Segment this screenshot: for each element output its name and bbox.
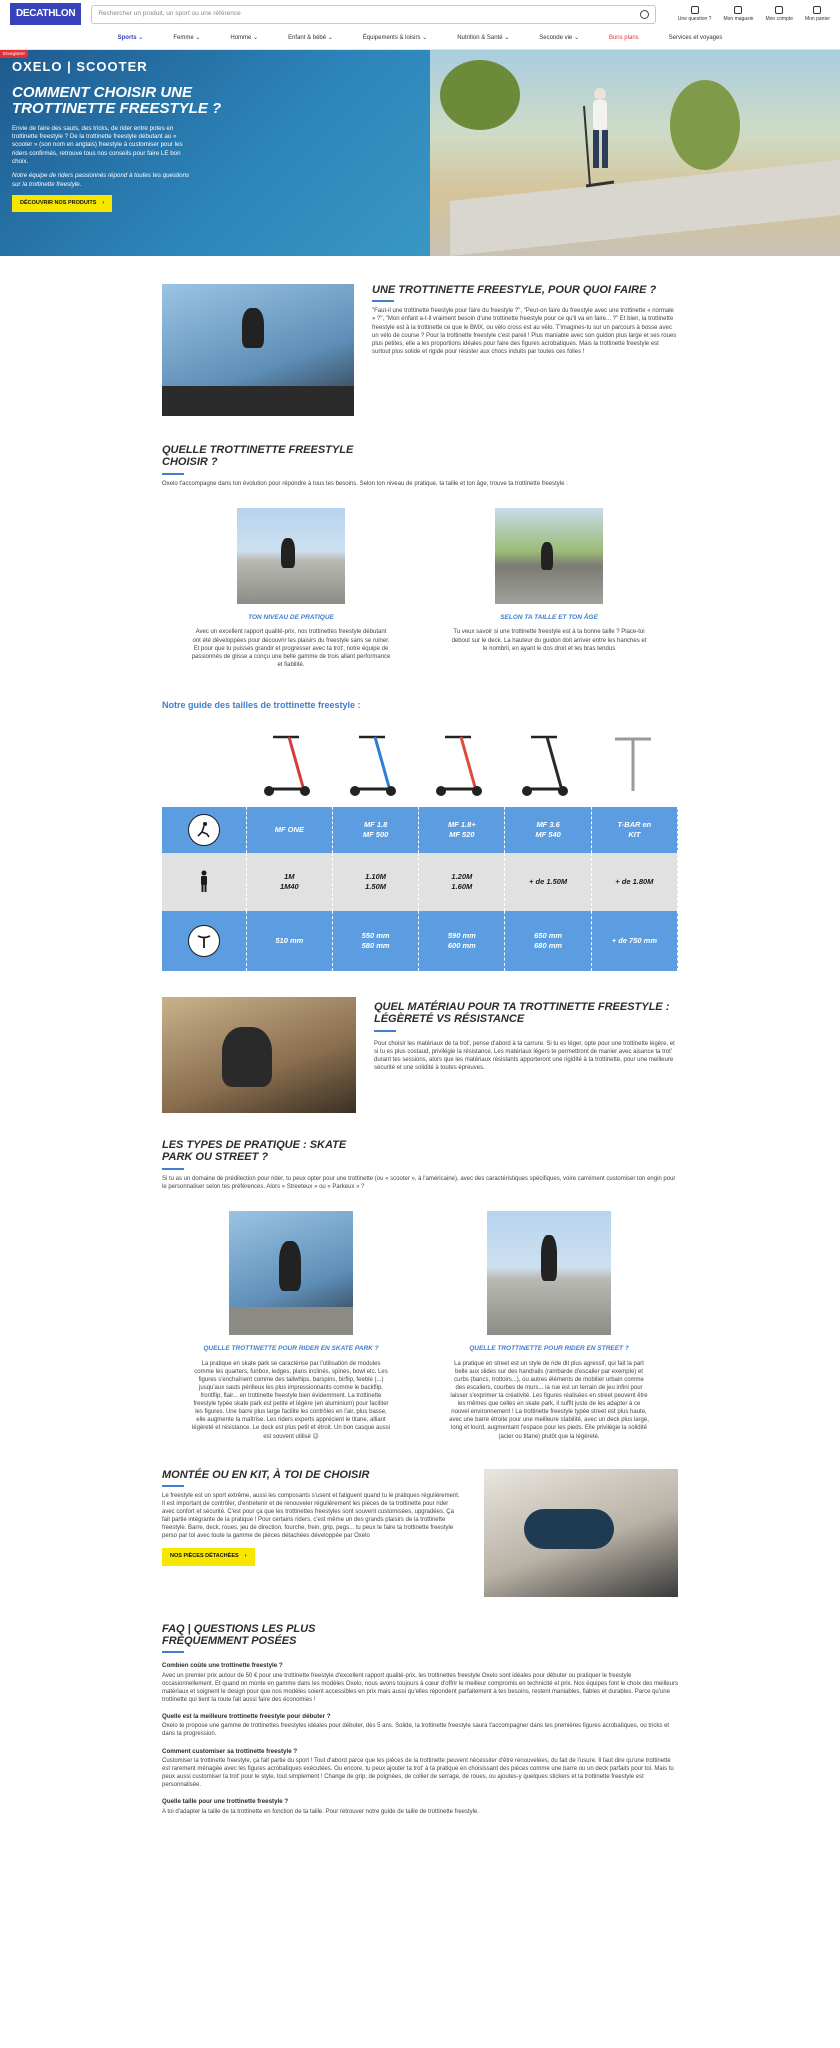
section-practice-types	[162, 1139, 678, 1441]
hands-scooter-photo	[162, 997, 356, 1113]
section-intro: Oxelo t'accompagne dans ton évolution pour répondre à tous tes besoins. Selon ton niveau de pratique, ta taille et ton âge, trouve ta trottinette freestyle :	[162, 480, 568, 487]
model-cell: MF ONE	[246, 807, 332, 853]
nav-homme[interactable]: Homme ⌄	[230, 35, 259, 42]
height-icon-cell	[162, 853, 246, 911]
faq-item	[162, 1713, 678, 1739]
hero-photo	[430, 50, 840, 256]
column-body: Tu veux savoir si une trottinette freestyle est à ta bonne taille ? Place-toi debout sur le deck. La hauteur du guidon doit arriver entre les hanches et le nombril, en ayant le dos droit et les bras tendus	[451, 629, 647, 652]
height-cell: + de 1.80M	[591, 853, 677, 911]
bar-cell: 550 mm 580 mm	[332, 911, 418, 971]
faq-section	[162, 1623, 678, 1816]
section-choose	[162, 444, 678, 669]
section-body: "Faut-il une trottinette freestyle pour faire du freestyle ?", "Peut-on faire du freestyle avec une trottinette « normale » ?", "Mon enfant a-t-il vraiment besoin d'une trottinette freestyle pour ce qu'il va en faire... ?" Et bien, la trottinette freestyle est à la trottinette ce que le BMX, ou vélo cross est au vélo. T'imagines-tu sur un parcours à bosse avec un vélo de course ? Pour la trottinette freestyle c'est pareil ! Plus maniable avec son guidon plus large et ses roues plus petites, elle a les proportions idéales pour faire des figures acrobatiques. Mais la trottinette freestyle est surtout plus solide et rigide pour résister aux chocs induits par toutes ces folies !	[372, 308, 677, 355]
height-cell: 1.20M 1.60M	[419, 853, 505, 911]
hands-shape	[222, 1027, 272, 1087]
section-body: Le freestyle est un sport extrême, aussi les composants s'usent et fatiguent quand tu le pratiques régulièrement. Il est important de contrôler, d'entretenir et de renouveler régulièrement les pièces de ta trottinette pour rider avec confort et sécurité. C'est pour ça que les trottinettes freestyles sont souvent customisées, upgradées. Ça fait partie intégrante de la pratique ! Pour certains riders, c'est même un des grands plaisirs de la trottinette freestyle. Barre, deck, roues, jeu de direction, fourche, frein, grip, pegs... tu peux te faire ta trottinette freestyle perso par toi avec toute la gamme de pièces détachées développée par Oxelo	[162, 1492, 460, 1540]
title-underline	[162, 473, 184, 475]
hero-intro-2: Notre équipe de riders passionnés répond à toutes tes questions sur la trottinette freestyle.	[12, 172, 190, 188]
faq-question: Quelle est la meilleure trottinette freestyle pour débuter ?	[162, 1712, 331, 1720]
hero-banner	[0, 50, 840, 256]
height-cell: + de 1.50M	[505, 853, 591, 911]
section-title: UNE TROTTINETTE FREESTYLE, POUR QUOI FAIRE ?	[372, 284, 657, 296]
column-body: La pratique en street est un style de ride dit plus agressif, qui fait la part belle aux slides sur des handrails (rambarde d'escalier par exemple) et curbs (bancs, trottoirs...), ou autres éléments de mobilier urbain comme des escaliers, courbes de murs... la rue est un terrain de jeu infini pour laisser s'exprimer ta créativité. Les figures réalisées en street peuvent être les mêmes que celles en skate park, il suffit juste de les adapter à ce nouvel environnement ! La trottinette freestyle typée street est plus haute, avec une barre étroite pour une meilleure stabilité, avec un deck plus large, long et lourd, augmentant l'espace pour les pieds. Elle privilégie la solidité (acier ou titane) plutôt que la légèreté.	[449, 1360, 649, 1440]
bar-cell: 650 mm 680 mm	[505, 911, 591, 971]
rider-figure	[580, 86, 616, 196]
tree-shape	[440, 60, 520, 130]
nav-seconde-vie[interactable]: Seconde vie ⌄	[539, 35, 579, 42]
main-nav	[0, 28, 840, 50]
tbar-kit[interactable]	[590, 729, 676, 799]
model-cell: MF 1.8 MF 500	[332, 807, 418, 853]
decathlon-logo[interactable]: DECATHLON	[10, 3, 81, 25]
nav-services[interactable]: Services et voyages	[668, 35, 723, 42]
ramp-shape	[162, 386, 354, 416]
faq-title: FAQ | QUESTIONS LES PLUS FRÉQUEMMENT POSÉES	[162, 1622, 316, 1647]
bar-cell: 510 mm	[246, 911, 332, 971]
save-badge[interactable]: Enregistrer	[0, 50, 28, 58]
scooter-mf540[interactable]	[504, 729, 590, 799]
faq-item	[162, 1798, 678, 1815]
faq-item	[162, 1748, 678, 1790]
skatepark-ramp	[450, 160, 840, 256]
column-body: La pratique en skate park se caractérise par l'utilisation de modules comme les quarters, funbox, ledges, plans inclinés, spines, bowl etc. Les figures s'enchaînent comme des tailwhips, barspins, birflip, feeble (...) jusqu'aux sauts périlleux les plus impressionnants comme le backflip, frontflip, flair... en trottinette freestyle bien évidemment. La trottinette freestyle typée skate park est petite et légère (en aluminium) pour faciliter les figures. Une barre plus large facilite les contrôles en l'air, plus basse, elle augmente la maîtrise. Les riders experts apprécient le titane, alliant légèreté et résistance. Le deck est plus petit et étroit. Un bon casque aussi est souvent utilisé 😉	[191, 1360, 391, 1440]
chevron-right-icon: ›	[102, 200, 105, 207]
faq-answer: Avec un premier prix autour de 50 € pour une trottinette freestyle d'excellent rapport qualité-prix, les trottinettes freestyle Oxelo sont idéales pour débuter ou pratiquer le freestyle occasionnellement. Et quand on monte en gamme dans les modèles Oxelo, nous avons toujours à cœur d'offrir le meilleur compromis en technicité et prix. Nos équipes font le choix des meilleurs matériaux et soignent le design pour que nos modèles soient accessibles en prix mais aussi qu'elles répondent parfaitement à tes besoins, restent maniables, fiables et durables. Parce qu'une trottinette qui tient la route fait aussi faire des économies !	[162, 1672, 678, 1703]
column-title: SELON TA TAILLE ET TON ÂGE	[500, 613, 598, 621]
store-icon	[734, 6, 742, 14]
faq-answer: A toi d'adapter la taille de ta trottinette en fonction de ta taille. Pour retrouver notre guide de taille de trottinette freestyle.	[162, 1808, 480, 1815]
rider-figure	[541, 1235, 557, 1281]
bar-icon-cell	[162, 911, 246, 971]
two-columns	[162, 508, 678, 669]
size-guide-table	[162, 807, 678, 971]
spare-parts-button[interactable]: NOS PIÈCES DÉTACHÉES ›	[162, 1548, 255, 1565]
bar-width-row	[162, 911, 678, 971]
section-title: MONTÉE OU EN KIT, À TOI DE CHOISIR	[162, 1468, 370, 1481]
column-body: Avec un excellent rapport qualité-prix, nos trottinettes freestyle débutant ont été développées pour découvrir les plaisirs du freestyle sans se ruiner. Et pour que tu puisses grandir et progresser avec ta trot', notre équipe de passionnés de glisse a conçu une belle gamme de trois allant performance et fiabilité.	[191, 629, 391, 668]
assembly-photo	[484, 1469, 678, 1597]
account-icon	[775, 6, 783, 14]
discover-products-button[interactable]: DÉCOUVRIR NOS PRODUITS ›	[12, 195, 112, 212]
faq-question: Comment customiser sa trottinette freestyle ?	[162, 1747, 298, 1755]
section-why-freestyle	[162, 284, 678, 416]
section-intro: Si tu as un domaine de prédilection pour rider, tu peux opter pour une trottinette (ou « scooter », à l'américaine), avec des caractéristiques spécifiques, voire carrément customiser ton engin pour le personnaliser selon tes préférences. Alors « Streeteux » ou « Parkeux » ?	[162, 1175, 676, 1190]
tool-help[interactable]: Une question ?	[678, 6, 712, 23]
nav-enfant[interactable]: Enfant & bébé ⌄	[288, 35, 333, 42]
street-rider-photo	[487, 1211, 611, 1335]
rider-icon	[188, 814, 220, 846]
top-bar	[0, 0, 840, 28]
model-cell: T-BAR en KIT	[591, 807, 677, 853]
bar-cell: + de 750 mm	[591, 911, 677, 971]
tbar-icon	[188, 925, 220, 957]
nav-bons-plans[interactable]: Bons plans	[608, 35, 639, 42]
title-underline	[162, 1485, 184, 1487]
faq-answer: Oxelo te propose une gamme de trottinettes freestyles idéales pour débuter, dès 5 ans. Solide, la trottinette freestyle saura t'accompagner dans tes premières figures acrobatiques, ou tricks et dans ta progression.	[162, 1723, 670, 1738]
rider-figure	[281, 538, 295, 568]
bar-cell: 590 mm 600 mm	[419, 911, 505, 971]
size-guide-title: Notre guide des tailles de trottinette freestyle :	[162, 699, 361, 710]
chevron-right-icon: ›	[244, 1553, 247, 1560]
models-row	[162, 807, 678, 853]
brand-title: OXELO | SCOOTER	[12, 59, 148, 74]
model-cell: MF 3.6 MF 540	[505, 807, 591, 853]
faq-question: Quelle taille pour une trottinette freestyle ?	[162, 1798, 289, 1806]
rider-figure	[279, 1241, 301, 1291]
title-underline	[162, 1168, 184, 1170]
height-cell: 1.10M 1.50M	[332, 853, 418, 911]
content	[162, 284, 678, 1816]
scooter-mf520[interactable]	[418, 729, 504, 799]
hero-text-panel	[0, 50, 430, 256]
heights-row	[162, 853, 678, 911]
scooter-mf-one[interactable]	[246, 729, 332, 799]
tool-cart[interactable]: Mon panier	[805, 6, 830, 23]
faq-question: Combien coûte une trottinette freestyle ?	[162, 1662, 283, 1670]
nav-equipements[interactable]: Équipements & loisirs ⌄	[362, 35, 428, 42]
column-title: TON NIVEAU DE PRATIQUE	[248, 613, 334, 621]
hero-intro: Envie de faire des sauts, des tricks, de rider entre potes en trottinette freestyle ? De la trottinette freestyle débutant au « scooter » (son nom en anglais) freestyle à customiser pour les riders confirmés, retrouve tous nos conseils pour faire LE bon choix.	[12, 124, 183, 165]
scooter-images	[246, 729, 678, 799]
scooter-mf500[interactable]	[332, 729, 418, 799]
tree-shape	[670, 80, 740, 170]
tool-store[interactable]: Mon magasin	[723, 6, 753, 23]
person-icon	[199, 870, 209, 895]
jump-photo	[162, 284, 354, 416]
size-column	[449, 508, 649, 669]
skatepark-photo	[237, 508, 345, 604]
section-material	[162, 997, 678, 1113]
rider-figure	[541, 542, 553, 570]
search-input[interactable]	[91, 5, 655, 24]
section-body: Pour choisir les matériaux de ta trot', pense d'abord à ta carrure. Si tu es léger, opte pour une trottinette légère, et si tu es plus costaud, privilégie la résistance. Les matériaux légers te permettront de manier avec aisance ta trot' durant tes sessions, alors que les matériaux résistants apporteront une rigidité à ta trottinette, pour une meilleure sécurité et une solidité à toutes épreuves.	[374, 1040, 675, 1071]
tool-account[interactable]: Mon compte	[765, 6, 793, 23]
header-tools	[678, 6, 830, 23]
street-column	[449, 1211, 649, 1441]
section-title: LES TYPES DE PRATIQUE : SKATE PARK OU STREET ?	[162, 1139, 347, 1164]
faq-answer: Customiser la trottinette freestyle, ça fait partie du sport ! Tout d'abord parce que les pièces de la trottinette peuvent nécessiter d'être renouvelées, du fait de l'usure. Il faut dire qu'une trottinette est rarement ménagée avec les figures acrobatiques exécutées. Ou encore, tu peux ajouter ta trot' à ta pratique en choisissant des pièces comme une barre ou un deck parfaits pour toi. Mais tu peux aussi customiser ta trot' pour le style, tout simplement ! Change de grip, de poignées, de collier de serrage, de roues, ou ajoutes-y quelques stickers et ta trottinette freestyle est personnalisée.	[162, 1757, 674, 1789]
ramp-shape	[229, 1307, 353, 1335]
nav-femme[interactable]: Femme ⌄	[173, 35, 201, 42]
search-placeholder: Rechercher un produit, un sport ou une référence	[98, 9, 241, 17]
column-title: QUELLE TROTTINETTE POUR RIDER EN SKATE PARK ?	[203, 1344, 379, 1352]
column-title: QUELLE TROTTINETTE POUR RIDER EN STREET ?	[469, 1344, 629, 1352]
title-underline	[372, 300, 394, 302]
section-title: QUEL MATÉRIAU POUR TA TROTTINETTE FREESTYLE : LÉGÈRETÉ VS RÉSISTANCE	[374, 1001, 670, 1026]
model-cell: MF 1.8+ MF 520	[419, 807, 505, 853]
faq-item	[162, 1662, 678, 1704]
help-icon	[691, 6, 699, 14]
arm-shape	[524, 1509, 614, 1549]
cart-icon	[813, 6, 821, 14]
level-column	[191, 508, 391, 669]
two-columns	[162, 1211, 678, 1441]
section-kit	[162, 1469, 678, 1597]
search-icon[interactable]	[640, 10, 649, 19]
title-underline	[162, 1651, 184, 1653]
skatepark-column	[191, 1211, 391, 1441]
skatepark-rider-photo	[229, 1211, 353, 1335]
models-icon-cell	[162, 807, 246, 853]
rider-figure	[242, 308, 264, 348]
nav-nutrition[interactable]: Nutrition & Santé ⌄	[457, 35, 510, 42]
title-underline	[374, 1030, 396, 1032]
nav-sports[interactable]: Sports ⌄	[117, 35, 144, 42]
kid-scooter-photo	[495, 508, 603, 604]
section-title: QUELLE TROTTINETTE FREESTYLE CHOISIR ?	[162, 444, 354, 469]
height-cell: 1M 1M40	[246, 853, 332, 911]
hero-title: COMMENT CHOISIR UNE TROTTINETTE FREESTYLE ?	[12, 83, 222, 118]
